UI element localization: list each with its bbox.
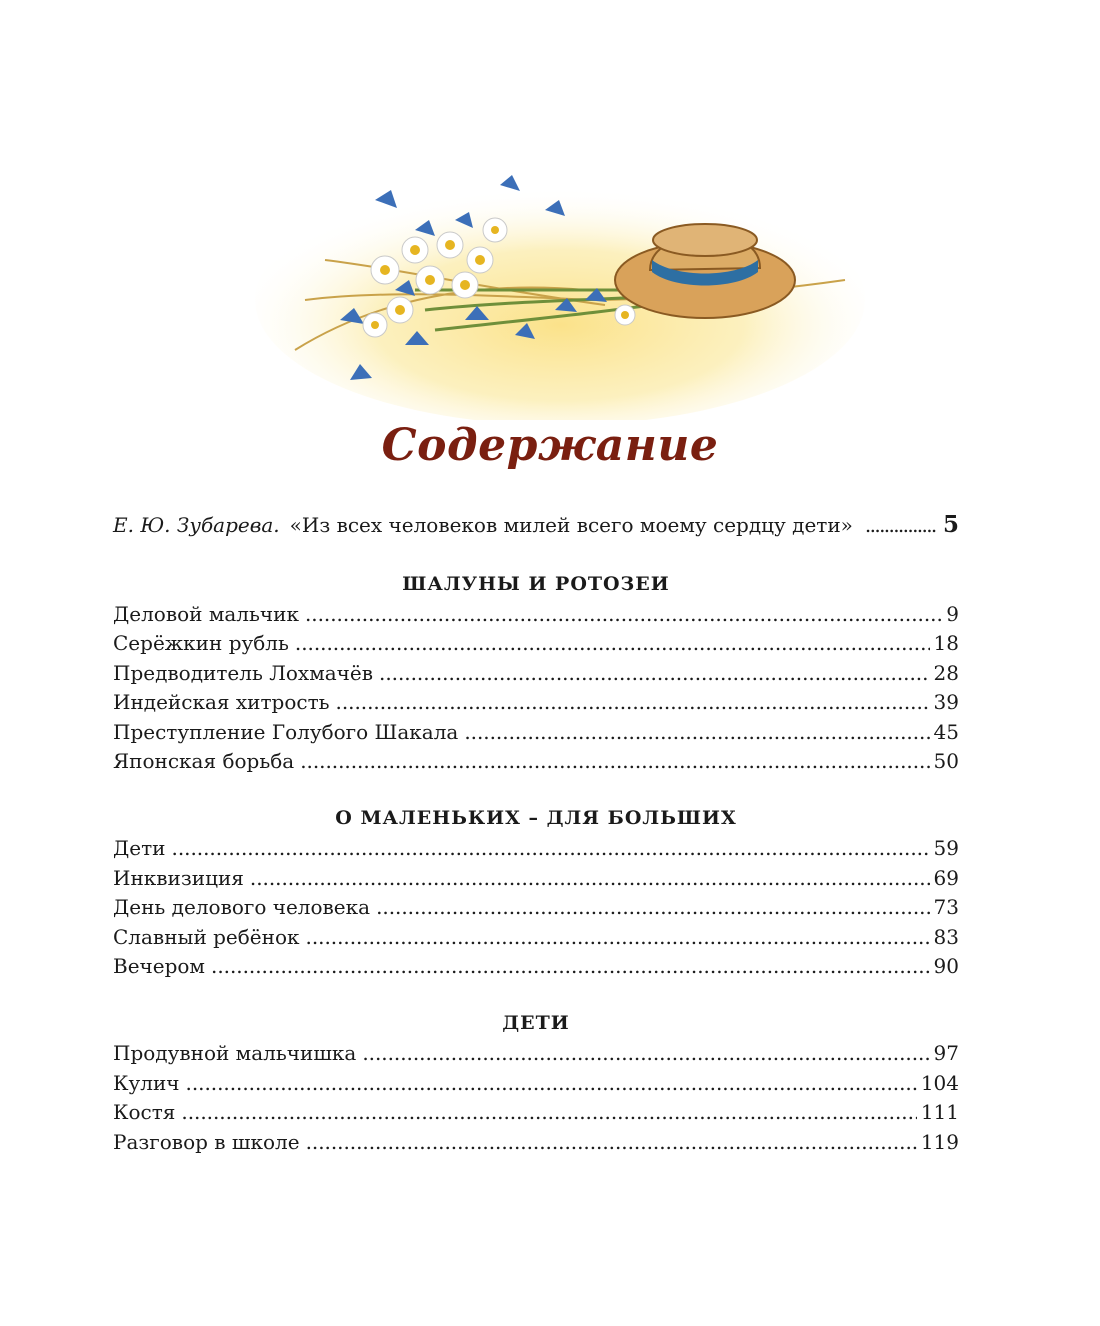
entry-title: Инквизиция xyxy=(113,865,244,890)
entry-page-number: 39 xyxy=(933,690,959,715)
entry-title: Вечером xyxy=(113,954,205,979)
dot-leader xyxy=(305,600,942,629)
toc-entry[interactable] xyxy=(113,747,959,776)
dot-leader xyxy=(379,659,930,688)
dot-leader xyxy=(186,1069,917,1098)
bouquet-and-hat-illustration xyxy=(255,150,865,420)
entry-title: День делового человека xyxy=(113,895,371,920)
dot-leader xyxy=(306,923,930,952)
toc-entry[interactable] xyxy=(113,864,959,893)
entry-title: Славный ребёнок xyxy=(113,924,300,949)
entry-page-number: 59 xyxy=(933,836,959,861)
entry-title: Костя xyxy=(113,1100,176,1125)
entry-page-number: 18 xyxy=(933,631,959,656)
dot-leader xyxy=(172,834,930,863)
entry-page-number: 119 xyxy=(920,1129,959,1154)
dot-leader xyxy=(211,952,930,981)
entry-page-number: 50 xyxy=(933,749,959,774)
entry-title: Японская борьба xyxy=(113,749,295,774)
toc-entry[interactable] xyxy=(113,1039,959,1068)
entry-page-number: 97 xyxy=(933,1041,959,1066)
entry-title: Кулич xyxy=(113,1070,180,1095)
toc-entry[interactable] xyxy=(113,923,959,952)
entry-page-number: 45 xyxy=(933,719,959,744)
toc-section xyxy=(113,1009,959,1157)
toc-entry[interactable] xyxy=(113,834,959,863)
dot-leader xyxy=(464,718,929,747)
toc-entry[interactable] xyxy=(113,1069,959,1098)
toc-section xyxy=(113,570,959,776)
dot-leader xyxy=(250,864,930,893)
dot-leader xyxy=(181,1098,916,1127)
toc-section xyxy=(113,804,959,981)
table-of-contents xyxy=(113,508,959,1157)
entry-page-number: 28 xyxy=(933,660,959,685)
intro-entry[interactable] xyxy=(113,508,959,542)
page-title: Содержание xyxy=(381,420,719,471)
toc-entry[interactable] xyxy=(113,1098,959,1127)
entry-title: Деловой мальчик xyxy=(113,602,299,626)
dot-leader xyxy=(362,1039,929,1068)
entry-page-number: 90 xyxy=(933,954,959,979)
entry-title: Преступление Голубого Шакала xyxy=(113,719,459,744)
entry-page-number: 73 xyxy=(933,895,959,920)
toc-entry[interactable] xyxy=(113,688,959,717)
toc-sections xyxy=(113,570,959,1157)
section-heading: ШАЛУНЫ И РОТОЗЕИ xyxy=(402,573,670,595)
entry-title: Дети xyxy=(113,836,166,861)
dot-leader xyxy=(306,1128,917,1157)
entry-title: Предводитель Лохмачёв xyxy=(113,660,373,685)
intro-author: Е. Ю. Зубарева. xyxy=(113,513,280,537)
section-heading: О МАЛЕНЬКИХ – ДЛЯ БОЛЬШИХ xyxy=(335,807,737,830)
dot-leader xyxy=(865,508,937,542)
intro-page-number: 5 xyxy=(942,511,959,538)
section-heading: ДЕТИ xyxy=(502,1012,570,1035)
toc-entry[interactable] xyxy=(113,893,959,922)
entry-title: Продувной мальчишка xyxy=(113,1041,357,1066)
entry-title: Серёжкин рубль xyxy=(113,631,289,656)
dot-leader xyxy=(336,688,930,717)
entry-page-number: 9 xyxy=(946,602,959,626)
intro-essay-title: «Из всех человеков милей всего моему сердцу дети» xyxy=(289,513,853,537)
toc-entry[interactable] xyxy=(113,952,959,981)
entry-title: Разговор в школе xyxy=(113,1129,300,1154)
entry-page-number: 104 xyxy=(920,1070,959,1095)
illustration-svg xyxy=(255,150,865,420)
entry-page-number: 111 xyxy=(920,1100,959,1125)
toc-entry[interactable] xyxy=(113,600,959,629)
toc-entry[interactable] xyxy=(113,629,959,658)
entry-title: Индейская хитрость xyxy=(113,690,330,715)
toc-entry[interactable] xyxy=(113,718,959,747)
dot-leader xyxy=(295,629,930,658)
dot-leader xyxy=(376,893,929,922)
entry-page-number: 69 xyxy=(933,865,959,890)
entry-page-number: 83 xyxy=(933,924,959,949)
toc-entry[interactable] xyxy=(113,659,959,688)
toc-entry[interactable] xyxy=(113,1128,959,1157)
dot-leader xyxy=(300,747,929,776)
